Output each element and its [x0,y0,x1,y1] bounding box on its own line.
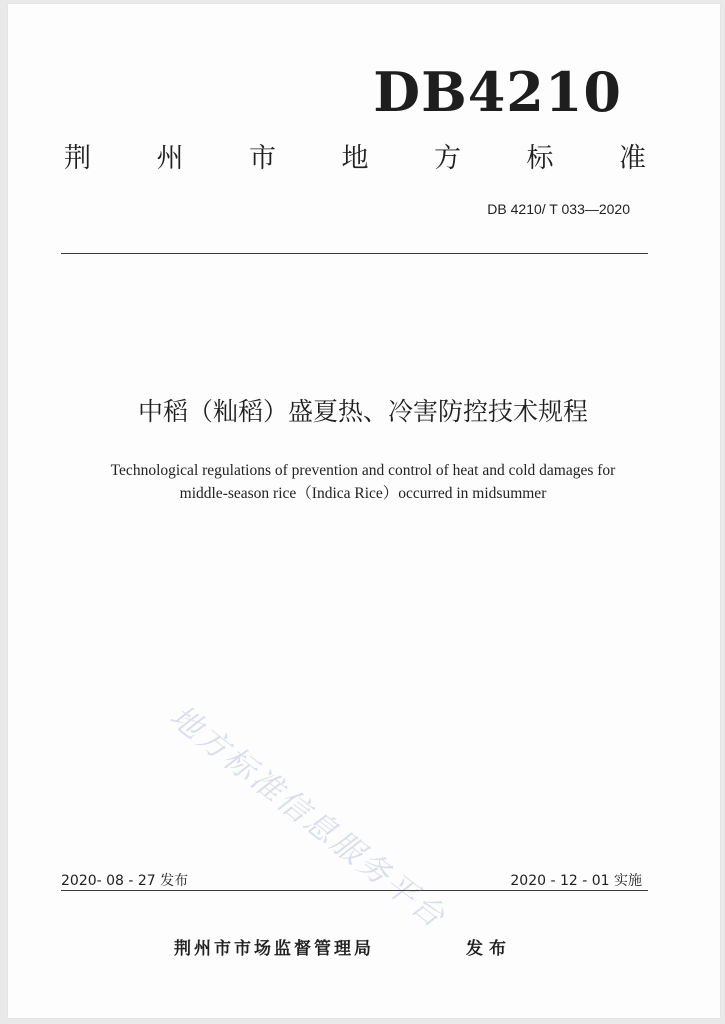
title-chinese: 中稻（籼稻）盛夏热、冷害防控技术规程 [137,397,588,426]
standard-type-char: 准 [619,143,646,174]
implement-date: 2020 - 12 - 01 实施 [510,873,642,889]
standard-type-char: 市 [249,143,276,174]
standard-type-char: 荆 [64,143,91,174]
watermark-text: 地方标准信息服务平台 [162,698,453,936]
document-page [8,4,720,1018]
title-english-line-1: Technological regulations of prevention and control of heat and cold damages for [110,462,616,479]
footer-divider [61,890,648,891]
header-divider [61,253,648,254]
standard-type-char: 标 [526,143,554,174]
standard-type-char: 方 [434,143,461,174]
standard-number: DB 4210/ T 033—2020 [487,201,630,217]
document-code: DB4210 [373,60,622,124]
title-english [38,459,688,505]
issuing-authority: 荆州市市场监督管理局 [174,939,374,959]
standard-type-char: 地 [341,143,369,174]
standard-type-heading [64,142,646,176]
publish-date: 2020- 08 - 27 发布 [61,873,189,889]
issue-label: 发布 [466,939,512,959]
title-english-line-2: middle-season rice（Indica Rice）occurred in midsummer [179,485,547,502]
standard-type-char: 州 [156,143,184,174]
